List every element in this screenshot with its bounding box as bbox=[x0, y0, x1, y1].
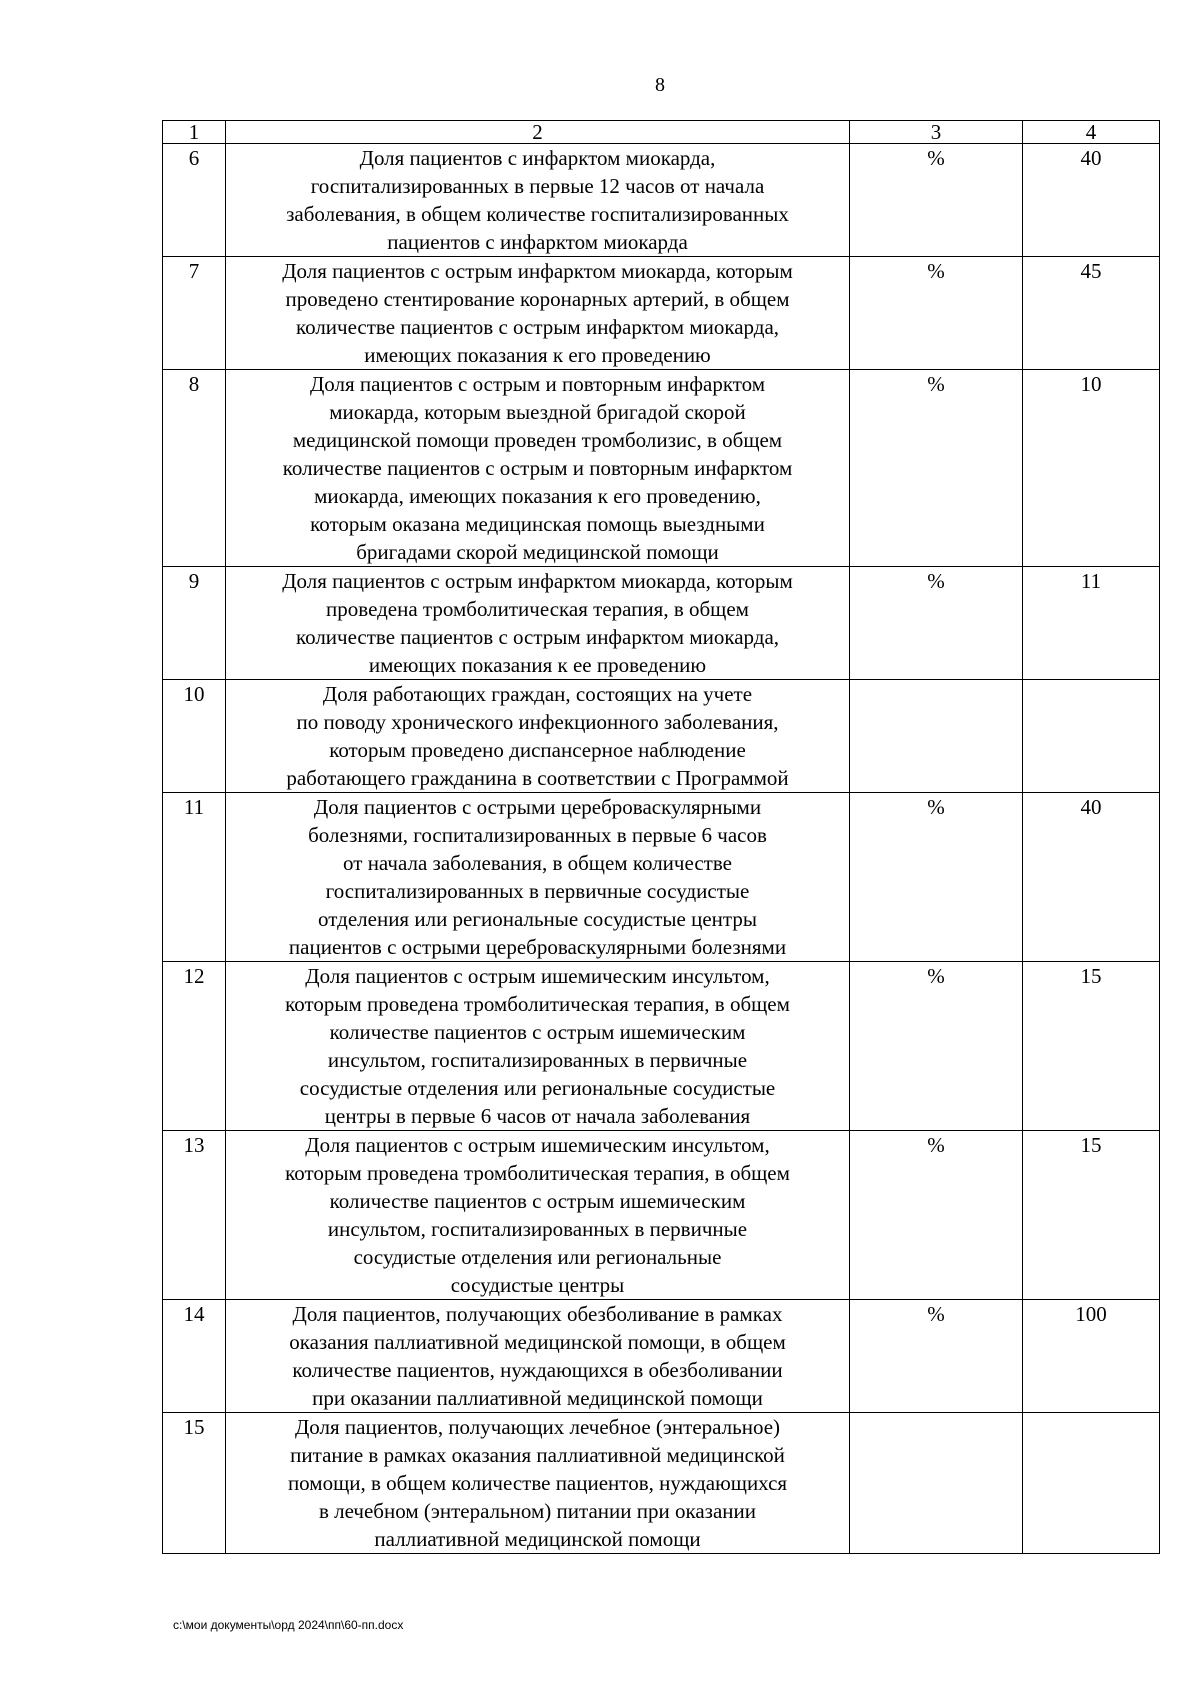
row-value: 40 bbox=[1023, 144, 1160, 257]
row-value: 11 bbox=[1023, 567, 1160, 680]
row-value: 40 bbox=[1023, 793, 1160, 962]
row-unit: % bbox=[850, 370, 1023, 567]
table-row bbox=[163, 1413, 1160, 1554]
row-unit: % bbox=[850, 144, 1023, 257]
row-unit: % bbox=[850, 962, 1023, 1131]
indicators-table bbox=[162, 120, 1160, 1554]
row-value: 15 bbox=[1023, 1131, 1160, 1300]
row-number: 9 bbox=[163, 567, 226, 680]
row-number: 7 bbox=[163, 257, 226, 370]
table-row bbox=[163, 370, 1160, 567]
row-unit: % bbox=[850, 567, 1023, 680]
row-value: 45 bbox=[1023, 257, 1160, 370]
row-value: 10 bbox=[1023, 370, 1160, 567]
table-row bbox=[163, 567, 1160, 680]
row-description: Доля пациентов с острым и повторным инфарктом миокарда, которым выездной бригадой скорой медицинской помощи проведен тромболизис, в общем количестве пациентов с острым и повторным инфарктом миокарда, имеющих показания к его проведению, которым оказана медицинская помощь выездными бригадами скорой медицинской помощи bbox=[226, 370, 850, 567]
row-description: Доля работающих граждан, состоящих на учете по поводу хронического инфекционного заболевания, которым проведено диспансерное наблюдение работающего гражданина в соответствии с Программой bbox=[226, 680, 850, 793]
row-number: 12 bbox=[163, 962, 226, 1131]
table-row bbox=[163, 1300, 1160, 1413]
table-row bbox=[163, 1131, 1160, 1300]
row-number: 8 bbox=[163, 370, 226, 567]
row-description: Доля пациентов с острым ишемическим инсультом, которым проведена тромболитическая терапия, в общем количестве пациентов с острым ишемическим инсультом, госпитализированных в первичные сосудистые отделения или региональные сосудистые центры в первые 6 часов от начала заболевания bbox=[226, 962, 850, 1131]
row-description: Доля пациентов с острыми цереброваскулярными болезнями, госпитализированных в первые 6 часов от начала заболевания, в общем количестве госпитализированных в первичные сосудистые отделения или региональные сосудистые центры пациентов с острыми цереброваскулярными болезнями bbox=[226, 793, 850, 962]
row-value: 100 bbox=[1023, 1300, 1160, 1413]
column-header: 1 bbox=[163, 121, 226, 144]
row-unit bbox=[850, 680, 1023, 793]
row-number: 14 bbox=[163, 1300, 226, 1413]
row-number: 15 bbox=[163, 1413, 226, 1554]
row-description: Доля пациентов с инфарктом миокарда, госпитализированных в первые 12 часов от начала заболевания, в общем количестве госпитализированных пациентов с инфарктом миокарда bbox=[226, 144, 850, 257]
footer-file-path: c:\мои документы\орд 2024\пп\60-пп.docx bbox=[173, 1618, 404, 1632]
table-row bbox=[163, 680, 1160, 793]
row-number: 6 bbox=[163, 144, 226, 257]
row-unit: % bbox=[850, 257, 1023, 370]
column-header: 3 bbox=[850, 121, 1023, 144]
row-unit bbox=[850, 1413, 1023, 1554]
row-unit: % bbox=[850, 793, 1023, 962]
row-description: Доля пациентов, получающих лечебное (энтеральное) питание в рамках оказания паллиативной медицинской помощи, в общем количестве пациентов, нуждающихся в лечебном (энтеральном) питании при оказании паллиативной медицинской помощи bbox=[226, 1413, 850, 1554]
row-unit: % bbox=[850, 1131, 1023, 1300]
row-number: 13 bbox=[163, 1131, 226, 1300]
row-description: Доля пациентов с острым инфарктом миокарда, которым проведена тромболитическая терапия, в общем количестве пациентов с острым инфарктом миокарда, имеющих показания к ее проведению bbox=[226, 567, 850, 680]
row-description: Доля пациентов с острым инфарктом миокарда, которым проведено стентирование коронарных артерий, в общем количестве пациентов с острым инфарктом миокарда, имеющих показания к его проведению bbox=[226, 257, 850, 370]
row-number: 10 bbox=[163, 680, 226, 793]
table-row bbox=[163, 257, 1160, 370]
column-header: 2 bbox=[226, 121, 850, 144]
row-description: Доля пациентов с острым ишемическим инсультом, которым проведена тромболитическая терапия, в общем количестве пациентов с острым ишемическим инсультом, госпитализированных в первичные сосудистые отделения или региональные сосудистые центры bbox=[226, 1131, 850, 1300]
row-value bbox=[1023, 1413, 1160, 1554]
row-value: 15 bbox=[1023, 962, 1160, 1131]
table-row bbox=[163, 793, 1160, 962]
table-row bbox=[163, 144, 1160, 257]
row-number: 11 bbox=[163, 793, 226, 962]
row-unit: % bbox=[850, 1300, 1023, 1413]
row-value bbox=[1023, 680, 1160, 793]
page-number: 8 bbox=[655, 74, 665, 96]
row-description: Доля пациентов, получающих обезболивание в рамках оказания паллиативной медицинской помощи, в общем количестве пациентов, нуждающихся в обезболивании при оказании паллиативной медицинской помощи bbox=[226, 1300, 850, 1413]
table-row bbox=[163, 962, 1160, 1131]
table-header-row bbox=[163, 121, 1160, 144]
column-header: 4 bbox=[1023, 121, 1160, 144]
